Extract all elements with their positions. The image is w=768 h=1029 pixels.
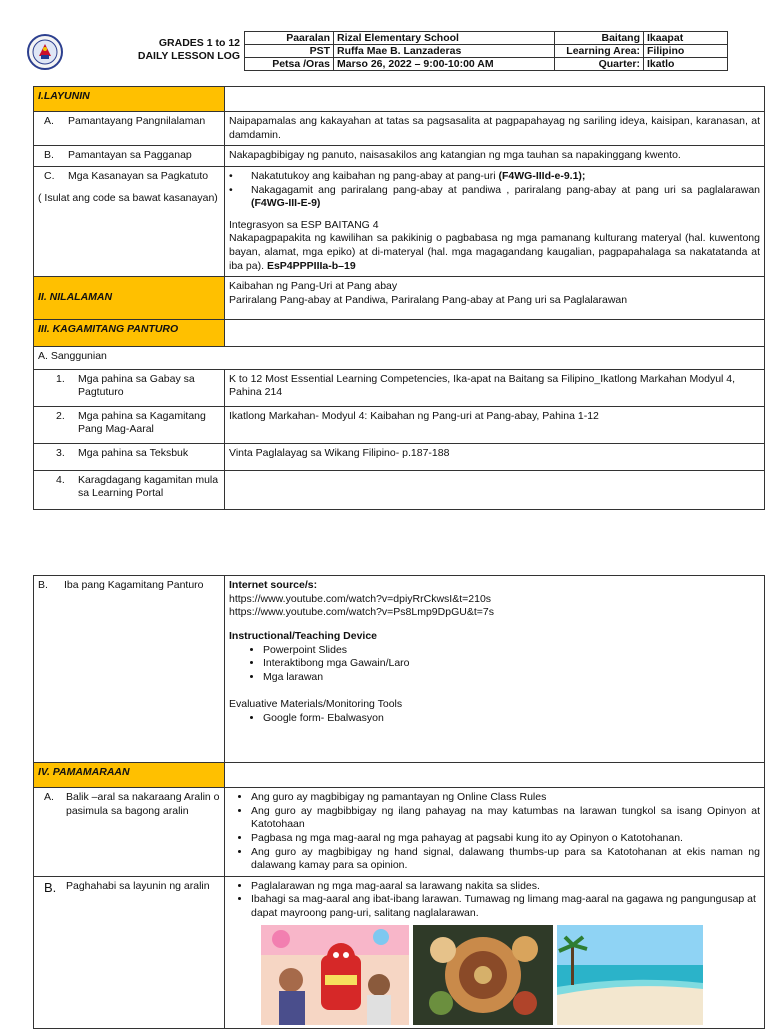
list-item: • Ibahagi sa mag-aaral ang ibat-ibang larawan. Tumawag ng limang mag-aaral na gagawa ng pangungusap at dapat mayroong pang-uri, salitang naglalarawan. [251,893,760,920]
reference-row [34,470,765,509]
empty-cell [225,763,765,788]
document-header [22,31,728,73]
label-date-time: Petsa /Oras [245,58,334,71]
label-quarter: Quarter: [555,58,644,71]
label-paaralan: Paaralan [245,32,334,45]
item-number: 1. [56,372,65,385]
label-cell [34,443,225,470]
section-heading-layunin: I.LAYUNIN [34,87,225,112]
row-sanggunian [34,346,765,369]
empty-cell [225,319,765,346]
label-learning-area: Learning Area: [555,45,644,58]
content-line: Pariralang Pang-abay at Pandiwa, Pariralang Pang-abay at Pang uri sa Paglalarawan [229,294,628,307]
procedure-list [229,880,760,921]
label-cell [34,369,225,406]
list-item: • Ang guro ay magbibigay ng hand signal, dalawang thumbs-up para sa Katotohanan at ekis naman ng dalawang kamay para sa opinion. [251,846,760,873]
content-cell [225,470,765,509]
section-layunin-row [34,87,765,112]
content-cell: Naipapamalas ang kakayahan at tatas sa pagsasalita at pagpapahayag ng sariling ideya, kaisipan, karanasan, at damdamin. [225,112,765,146]
label-pst: PST [245,45,334,58]
competency-bullet: • Nakagagamit ang pariralang pang-abay at pandiwa , pariralang pang-abay at pang uri sa paglalarawan (F4WG-III-E-9) [229,183,760,210]
link-1[interactable]: https://www.youtube.com/watch?v=dpiyRrCkwsI&t=210s [229,592,492,605]
list-item: • Pagbasa ng mga mag-aaral ng mga pahayag at pagsabi kung ito ay Opinyon o Katotohanan. [251,832,760,846]
item-note: ( Isulat ang code sa bawat kasanayan) [38,191,218,204]
content-cell [225,576,765,763]
title-line2: DAILY LESSON LOG [137,50,240,62]
item-letter: B. [38,579,48,591]
label-baitang: Baitang [555,32,644,45]
item-title: Pamantayang Pangnilalaman [68,115,206,127]
reference-row [34,369,765,406]
label-cell [34,470,225,509]
section-heading-kagamitan: III. KAGAMITANG PANTURO [34,319,225,346]
value-date-time: Marso 26, 2022 – 9:00-10:00 AM [334,58,555,71]
photo-row [261,925,760,1025]
competency-text: Nakagagamit ang pariralang pang-abay at pandiwa , pariralang pang-abay at pang uri sa paglalarawan [251,183,760,196]
item-number: 2. [56,409,65,422]
label-cell [34,406,225,443]
label-cell [34,876,225,1028]
item-letter: A. [44,115,54,127]
item-label: Mga pahina sa Teksbuk [78,446,189,459]
device-title: Instructional/Teaching Device [229,629,378,642]
content-cell: Nakapagbibigay ng panuto, naisasakilos ang katangian ng mga tauhan sa napakinggang kwento. [225,146,765,167]
list-item: • Powerpoint Slides [263,644,760,658]
value-quarter: Ikatlo [644,58,728,71]
item-title: Pamantayan sa Pagganap [68,149,192,162]
value-teacher: Ruffa Mae B. Lanzaderas [334,45,555,58]
row-iba-pang-kagamitan [34,576,765,763]
content-cell [225,277,765,319]
item-label: Mga pahina sa Kagamitang Pang Mag-Aaral [78,409,206,436]
section-heading-pamamaraan: IV. PAMAMARAAN [34,763,225,788]
section-kagamitan-row [34,319,765,346]
item-title: Mga Kasanayan sa Pagkatuto [68,169,209,182]
label-cell [34,788,225,877]
section-pamamaraan-row [34,763,765,788]
competency-text: Nakatutukoy ang kaibahan ng pang-abay at pang-uri [251,169,496,182]
label-cell [34,146,225,167]
label-cell [34,166,225,276]
item-number: 4. [56,473,65,486]
item-label: Mga pahina sa Gabay sa Pagtuturo [78,372,195,399]
competency-code: (F4WG-IIId-e-9.1); [498,169,586,182]
device-list [229,644,760,685]
link-2[interactable]: https://www.youtube.com/watch?v=Ps8Lmp9DpGU&t=7s [229,606,494,619]
item-letter: B. [44,149,54,162]
header-info-table [244,31,728,71]
item-label: Paghahabi sa layunin ng aralin [66,879,210,892]
integration-code: EsP4PPPIIIa-b–19 [266,259,356,272]
row-pamantayang-pangnilalaman [34,112,765,146]
header-row [245,58,728,71]
row-kasanayan [34,166,765,276]
integration-text: Nakapagpapakita ng kawilihan sa pakikinig o pagbabasa ng mga pamanang kulturang materyal (hal. kuwentong bayan, alamat, mga epiko) at di-materyal (hal. mga magagandang kaugalian, pagpapahalaga sa nakatatanda at iba pa). EsP4PPPIIIa-b–19 [229,232,760,272]
lesson-table-part2 [33,575,765,1029]
header-row [245,45,728,58]
photo-jollibee-party [261,925,409,1025]
row-pamantayan-sa-pagganap [34,146,765,167]
integration-title: Integrasyon sa ESP BAITANG 4 [229,218,379,231]
row-paghahabi [34,876,765,1028]
list-item: • Ang guro ay magbibigay ng pamantayan ng Online Class Rules [251,791,760,805]
header-row [245,32,728,45]
value-school: Rizal Elementary School [334,32,555,45]
value-grade: Ikaapat [644,32,728,45]
empty-cell [225,87,765,112]
content-cell [225,788,765,877]
eval-title: Evaluative Materials/Monitoring Tools [229,698,403,711]
item-letter: C. [44,169,55,182]
list-item: • Interaktibong mga Gawain/Laro [263,657,760,671]
reference-row [34,406,765,443]
content-cell: Vinta Paglalayag sa Wikang Filipino- p.187-188 [225,443,765,470]
photo-food-platter [413,925,553,1025]
item-label: Karagdagang kagamitan mula sa Learning Portal [78,473,219,500]
lesson-table-part1 [33,86,765,510]
procedure-list [229,791,760,873]
label-cell [34,576,225,763]
deped-seal-logo [22,31,70,73]
reference-row [34,443,765,470]
log-title [84,37,240,63]
content-cell [225,876,765,1028]
content-cell: Ikatlong Markahan- Modyul 4: Kaibahan ng Pang-uri at Pang-abay, Pahina 1-12 [225,406,765,443]
subheading-sanggunian: A. Sanggunian [34,346,765,369]
competency-code: (F4WG-III-E-9) [251,197,321,210]
content-cell: K to 12 Most Essential Learning Competencies, Ika-apat na Baitang sa Filipino_Ikatlong Markahan Modyul 4, Pahina 214 [225,369,765,406]
list-item: • Paglalarawan ng mga mag-aaral sa larawang nakita sa slides. [251,880,760,894]
item-letter: B. [44,879,57,895]
section-heading-nilalaman: II. NILALAMAN [34,277,225,319]
value-learning-area: Filipino [644,45,728,58]
content-cell [225,166,765,276]
label-cell [34,112,225,146]
list-item: • Google form- Ebalwasyon [263,712,760,726]
internet-title: Internet source/s: [229,579,318,591]
item-label: Iba pang Kagamitang Panturo [64,579,204,591]
eval-list [229,712,760,726]
photo-beach [557,925,703,1025]
competency-bullet: • Nakatutukoy ang kaibahan ng pang-abay at pang-uri (F4WG-IIId-e-9.1); [229,169,586,182]
item-number: 3. [56,446,65,459]
section-nilalaman-row [34,277,765,319]
item-label: Balik –aral sa nakaraang Aralin o pasimula sa bagong aralin [66,791,220,817]
content-line: Kaibahan ng Pang-Uri at Pang abay [229,280,398,293]
row-balik-aral [34,788,765,877]
item-letter: A. [44,791,54,803]
list-item: • Ang guro ay magbibbigay ng ilang pahayag na may katumbas na larawan tungkol sa isang Opinyon at Katotohaan [251,805,760,832]
title-line1: GRADES 1 to 12 [158,37,240,49]
list-item: • Mga larawan [263,671,760,685]
